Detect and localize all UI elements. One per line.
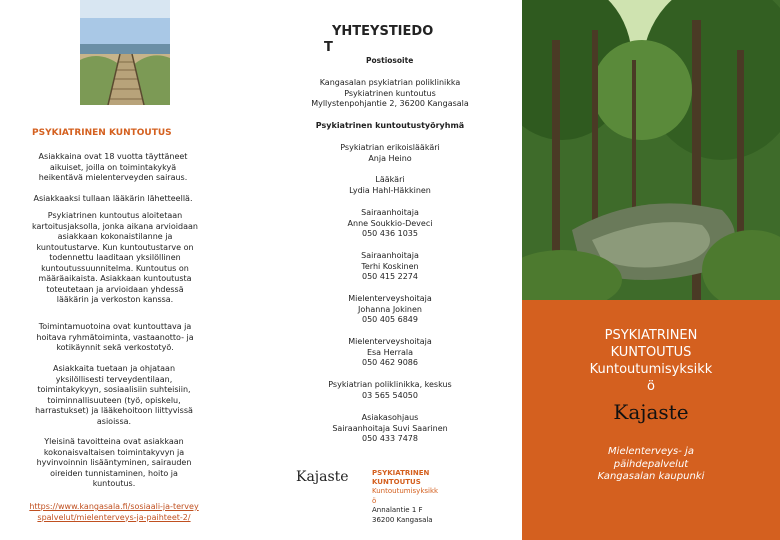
beach-boardwalk-photo	[80, 0, 170, 105]
contact-role: Psykiatrian poliklinikka, keskus	[328, 380, 452, 389]
contact-role: Mielenterveyshoitaja	[348, 294, 432, 303]
contact-name: Terhi Koskinen	[361, 261, 419, 271]
tagline-line: Mielenterveys- ja	[608, 446, 694, 457]
contact-role: Sairaanhoitaja	[361, 251, 419, 260]
footer-line: Annalantie 1 F	[372, 506, 423, 514]
contact-role: Asiakasohjaus	[361, 413, 419, 422]
footer-line: ö	[372, 496, 377, 505]
contact-entry	[288, 337, 492, 369]
footer-line: 36200 Kangasala	[372, 515, 433, 524]
contact-phone: 050 405 6849	[362, 315, 418, 324]
middle-panel	[258, 0, 522, 540]
address-line: Kangasalan psykiatrian poliklinikka	[319, 78, 461, 87]
contact-role: Sairaanhoitaja	[361, 208, 419, 217]
footer-heading-line: KUNTOUTUS	[372, 478, 421, 486]
forest-photo	[522, 0, 780, 300]
footer-line: Kuntoutumisyksikk	[372, 487, 439, 495]
contact-phone: 03 565 54050	[362, 390, 418, 400]
postal-address	[288, 78, 492, 110]
referral-paragraph: Asiakkaaksi tullaan lääkärin lähetteellä.	[33, 194, 193, 203]
eligibility-paragraph: Asiakkaina ovat 18 vuotta täyttäneet aikuiset, joilla on toimintakykyä heikentävä mielenterveyden sairaus.	[38, 152, 188, 182]
team-heading: Psykiatrinen kuntoutustyöryhmä	[315, 121, 465, 130]
contact-name: Johanna Jokinen	[358, 304, 422, 314]
activities-paragraph: Toimintamuotoina ovat kuntouttava ja hoitava ryhmätoiminta, vastaanotto- ja kotikäynnit sekä verkostotyö.	[36, 322, 194, 352]
contact-name: Esa Herrala	[366, 347, 414, 357]
tagline-line: päihdepalvelut	[613, 458, 689, 470]
footer-block	[372, 469, 462, 525]
goals-paragraph: Yleisinä tavoitteina ovat asiakkaan kokonaisvaltaisen toimintakyvyn ja hyvinvoinnin lisääntyminen, sairauden oireiden tunnistaminen, hoito ja kuntoutus.	[36, 437, 192, 488]
contact-role: Mielenterveyshoitaja	[348, 337, 432, 346]
brochure-subtitle-line: Kuntoutumisyksikk	[589, 362, 713, 377]
contact-role: Psykiatrian erikoislääkäri	[340, 143, 440, 152]
support-paragraph: Asiakkaita tuetaan ja ohjataan yksilöllisesti terveydentilaan, toimintakykyyn, sosiaalisiin suhteisiin, toiminnallisuuteen (työ, opiskelu, harrastukset) ja lääkehoitoon liittyvissä asioissa.	[35, 364, 193, 426]
contact-phone: 050 436 1035	[362, 229, 418, 238]
contact-name: Sairaanhoitaja Suvi Saarinen	[332, 423, 448, 433]
contact-phone: 050 433 7478	[362, 434, 418, 443]
tagline-block	[522, 446, 780, 484]
brochure-title-block	[522, 327, 780, 395]
contact-entry	[288, 251, 492, 283]
brochure-subtitle-line: ö	[647, 379, 655, 394]
process-paragraph: Psykiatrinen kuntoutus aloitetaan kartoitusjaksolla, jonka aikana arvioidaan asiakkaan kokonaistilanne ja kuntoutustarve. Kun kuntoutustarve on todennettu laaditaan yksilöllinen kuntoutussuunnitelma. Kuntoutus on määräaikaista. Asiakkaan kuntoutusta toteutetaan ja arvioidaan yhdessä lääkärin ja verkoston kanssa.	[32, 211, 198, 304]
website-link[interactable]: https://www.kangasala.fi/sosiaali-ja-terveyspalvelut/mielenterveys-ja-paihteet-2/	[29, 502, 199, 522]
brochure-title-line: PSYKIATRINEN	[604, 328, 698, 343]
contact-entry	[288, 143, 492, 164]
contact-title: YHTEYSTIEDO	[332, 24, 434, 39]
contact-phone: 050 462 9086	[362, 358, 418, 367]
contact-name: Anne Soukkio-Deveci	[347, 218, 433, 228]
contact-entry	[288, 294, 492, 326]
contact-entry	[288, 175, 492, 196]
brochure-title-line: KUNTOUTUS	[610, 345, 692, 360]
contact-entry	[288, 208, 492, 240]
contact-entry	[288, 380, 492, 401]
left-panel	[0, 0, 258, 540]
contact-phone: 050 415 2274	[362, 272, 418, 281]
footer-heading-line: PSYKIATRINEN	[372, 469, 430, 477]
contact-title-wrap: T	[324, 40, 333, 55]
kajaste-logo: Kajaste	[296, 469, 349, 485]
address-line: Psykiatrinen kuntoutus	[344, 88, 436, 98]
section-heading: PSYKIATRINEN KUNTOUTUS	[32, 128, 172, 138]
address-line: Myllystenpohjantie 2, 36200 Kangasala	[311, 99, 469, 108]
contact-name: Anja Heino	[368, 153, 412, 163]
brand-name: Kajaste	[613, 400, 689, 424]
postal-label: Postiosoite	[366, 56, 414, 65]
tagline-line: Kangasalan kaupunki	[597, 471, 705, 482]
contact-entry	[288, 413, 492, 445]
contact-role: Lääkäri	[375, 175, 405, 184]
right-panel	[522, 0, 780, 540]
contact-name: Lydia Hahl-Häkkinen	[349, 185, 431, 195]
